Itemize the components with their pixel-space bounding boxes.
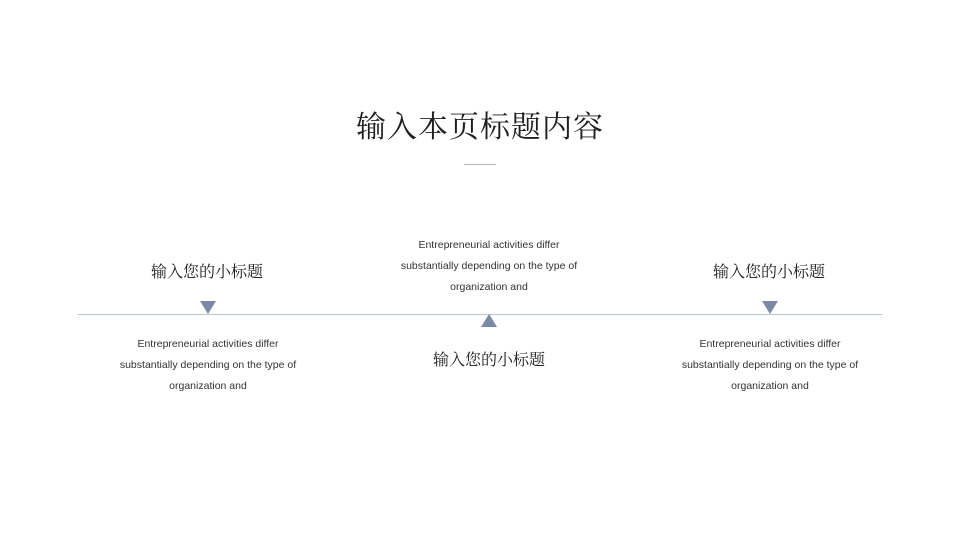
item-3-subtitle: 输入您的小标题 bbox=[712, 262, 825, 281]
title-underline bbox=[464, 164, 496, 165]
timeline-line bbox=[78, 314, 882, 315]
item-1-marker-triangle-down-icon bbox=[200, 301, 216, 314]
page-title: 输入本页标题内容 bbox=[356, 110, 604, 145]
item-2-marker-triangle-up-icon bbox=[481, 314, 497, 327]
item-1-subtitle: 输入您的小标题 bbox=[150, 262, 263, 281]
item-2-body: Entrepreneurial activities differ substantially depending on the type of organization and bbox=[400, 239, 578, 293]
item-2-subtitle: 输入您的小标题 bbox=[432, 350, 545, 369]
item-3-marker-triangle-down-icon bbox=[762, 301, 778, 314]
item-1-body: Entrepreneurial activities differ substantially depending on the type of organization and bbox=[119, 338, 297, 392]
item-3-body: Entrepreneurial activities differ substantially depending on the type of organization and bbox=[681, 338, 859, 392]
